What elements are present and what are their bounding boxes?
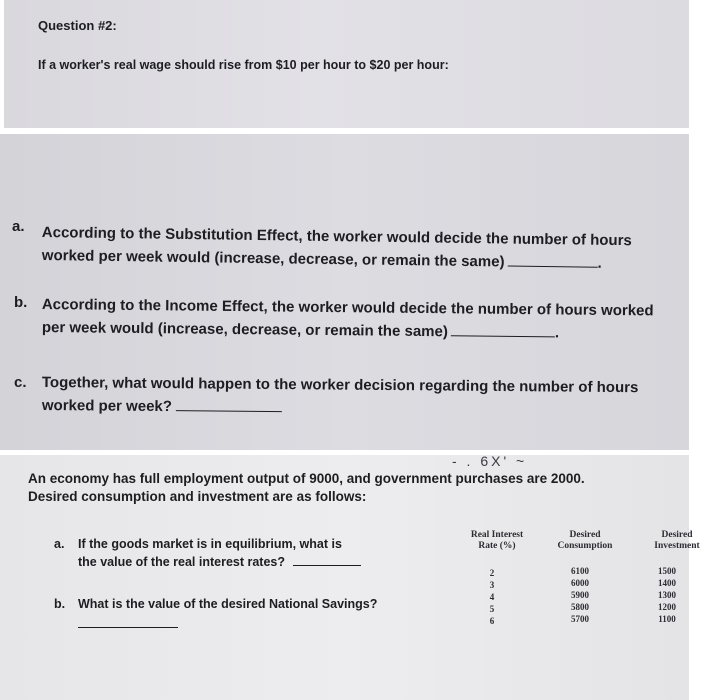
table-cell-investment: 1500 [658, 566, 676, 576]
item-a-period: . [597, 254, 602, 272]
item-a-letter: a. [12, 218, 25, 235]
table-cell-consumption: 5900 [571, 590, 589, 600]
table-cell-rate: 4 [489, 592, 495, 602]
header-interest-rate: Real Interest Rate (%) [470, 530, 524, 551]
item-b-period: . [554, 324, 560, 342]
economy-problem-panel [0, 453, 700, 700]
answer-blank-b[interactable] [451, 321, 555, 337]
item-c-line2: worked per week? [41, 396, 173, 416]
intro-line-2: Desired consumption and investment are as follows: [28, 489, 367, 504]
question-title: Question #2: [38, 18, 117, 33]
questions-panel [0, 134, 689, 450]
table-cell-rate: 3 [489, 580, 495, 590]
sub-question-b-line1: What is the value of the desired National Savings? [78, 597, 378, 611]
table-cell-consumption: 6100 [571, 566, 589, 576]
item-c-letter: c. [14, 374, 27, 391]
answer-blank-a[interactable] [507, 252, 597, 268]
table-cell-consumption: 6000 [571, 578, 589, 588]
column-consumption [560, 565, 600, 625]
column-interest-rate [478, 567, 506, 627]
answer-blank-national-savings[interactable] [78, 615, 178, 628]
item-b-line2: per week would (increase, decrease, or remain the same) [41, 318, 448, 341]
answer-blank-c[interactable] [176, 396, 282, 412]
item-a-line1: According to the Substitution Effect, the worker would decide the number of hours [41, 223, 632, 250]
item-b-letter: b. [14, 294, 28, 311]
sub-question-a-letter: a. [54, 537, 65, 551]
header-investment: Desired Investment [654, 530, 700, 551]
table-cell-rate: 5 [489, 604, 495, 614]
table-cell-rate: 2 [489, 568, 495, 578]
sub-question-b-letter: b. [54, 597, 66, 611]
item-c-line1: Together, what would happen to the worker decision regarding the number of hours [41, 373, 639, 397]
item-b-line1: According to the Income Effect, the worker would decide the number of hours worked [41, 295, 654, 320]
table-cell-investment: 1300 [658, 590, 676, 600]
sub-question-a-line1: If the goods market is in equilibrium, what is [78, 537, 342, 551]
table-cell-investment: 1400 [658, 578, 676, 588]
question-prompt: If a worker's real wage should rise from $10 per hour to $20 per hour: [38, 58, 449, 72]
question-header-panel [4, 0, 689, 128]
header-consumption: Desired Consumption [557, 530, 613, 551]
intro-line-1: An economy has full employment output of 9000, and government purchases are 2000. [28, 471, 585, 486]
column-investment [648, 565, 686, 625]
table-cell-investment: 1200 [658, 602, 676, 612]
table-cell-consumption: 5700 [571, 614, 589, 624]
item-a-line2: worked per week would (increase, decrease, or remain the same) [41, 246, 505, 271]
sub-question-a-line2: the value of the real interest rates? [78, 555, 286, 569]
table-cell-consumption: 5800 [571, 602, 589, 612]
table-cell-investment: 1100 [658, 614, 676, 624]
table-cell-rate: 6 [489, 616, 495, 626]
answer-blank-interest-rate[interactable] [293, 553, 361, 566]
handwritten-scribble: - . 6X' ~ [452, 453, 528, 469]
